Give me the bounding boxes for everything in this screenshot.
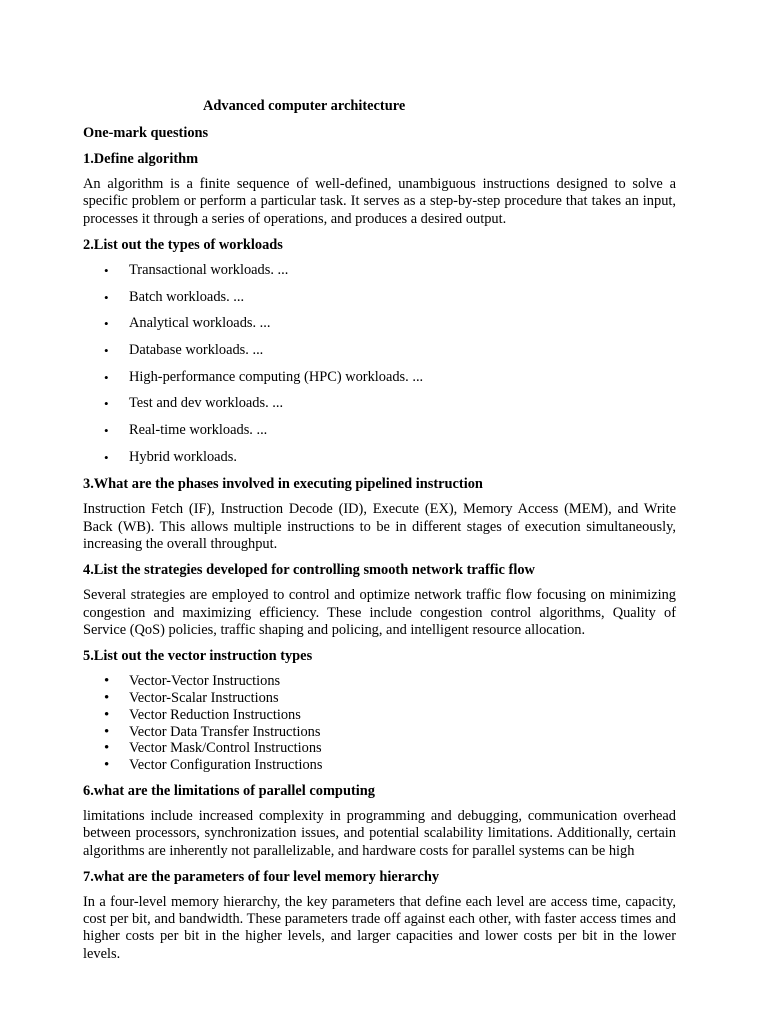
- list-item: • Vector Mask/Control Instructions: [83, 740, 676, 757]
- list-item: • Vector Configuration Instructions: [83, 757, 676, 774]
- list-item: • Hybrid workloads.: [83, 449, 676, 466]
- list-item: • Real-time workloads. ...: [83, 422, 676, 439]
- document-page: [83, 96, 676, 971]
- list-item: • Vector-Scalar Instructions: [83, 690, 676, 707]
- list-item: • Database workloads. ...: [83, 342, 676, 359]
- list-item: • Batch workloads. ...: [83, 289, 676, 306]
- workload-types-list: [83, 262, 676, 466]
- question-2-heading: 2.List out the types of workloads: [83, 236, 283, 253]
- question-7-answer: In a four-level memory hierarchy, the key parameters that define each level are access time, capacity, cost per bit, and bandwidth. These parameters trade off against each other, with faster access times and higher costs per bit in the higher levels, and larger capacities and lower costs per bit in the lower levels.: [83, 893, 676, 962]
- question-3-heading: 3.What are the phases involved in executing pipelined instruction: [83, 476, 483, 493]
- question-1-answer: An algorithm is a finite sequence of well-defined, unambiguous instructions designed to solve a specific problem or perform a particular task. It serves as a step-by-step procedure that takes an input, processes it through a series of operations, and produces a desired output.: [83, 176, 676, 227]
- question-6-answer: limitations include increased complexity in programming and debugging, communication overhead between processors, synchronization issues, and potential scalability limitations. Additionally, certain algorithms are inherently not parallelizable, and hardware costs for parallel systems can be high: [83, 807, 676, 859]
- question-7-heading: 7.what are the parameters of four level memory hierarchy: [83, 868, 440, 885]
- question-5-heading: 5.List out the vector instruction types: [83, 648, 313, 665]
- section-heading: One-mark questions: [83, 125, 209, 141]
- list-item: • High-performance computing (HPC) workloads. ...: [83, 369, 676, 386]
- list-item: • Test and dev workloads. ...: [83, 395, 676, 412]
- list-item: • Vector Reduction Instructions: [83, 707, 676, 724]
- list-item: • Vector Data Transfer Instructions: [83, 724, 676, 741]
- question-4-heading: 4.List the strategies developed for controlling smooth network traffic flow: [83, 562, 535, 579]
- question-4-answer: Several strategies are employed to control and optimize network traffic flow focusing on minimizing congestion and maximizing efficiency. These include congestion control algorithms, Quality of Service (QoS) policies, traffic shaping and policing, and intelligent resource allocation.: [83, 587, 676, 638]
- question-1-heading: 1.Define algorithm: [83, 151, 199, 167]
- vector-instruction-types-list: [83, 673, 676, 774]
- question-3-answer: Instruction Fetch (IF), Instruction Decode (ID), Execute (EX), Memory Access (MEM), and Write Back (WB). This allows multiple instructions to be in different stages of execution simultaneously, increasing the overall throughput.: [83, 501, 676, 552]
- question-6-heading: 6.what are the limitations of parallel computing: [83, 782, 375, 799]
- list-item: • Analytical workloads. ...: [83, 315, 676, 332]
- list-item: • Vector-Vector Instructions: [83, 673, 676, 690]
- document-title: Advanced computer architecture: [203, 98, 406, 114]
- list-item: • Transactional workloads. ...: [83, 262, 676, 279]
